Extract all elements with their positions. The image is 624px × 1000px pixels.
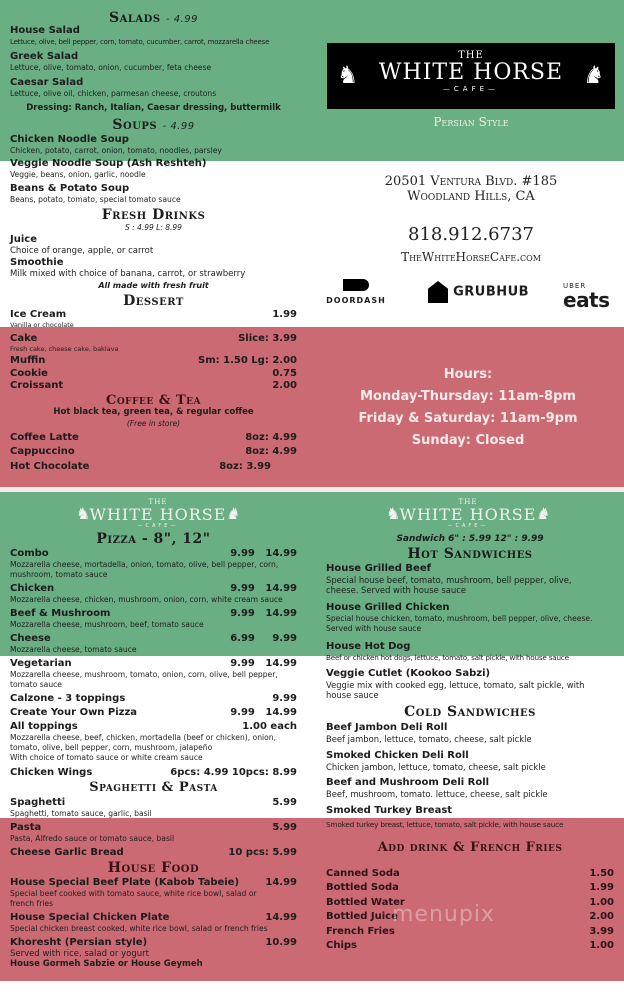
pizza-title: Pizza - 8", 12" — [96, 531, 211, 547]
hours-line: Friday & Saturday: 11am-9pm — [358, 411, 578, 426]
ubereats-icon: UBER — [563, 282, 587, 290]
menu-item: House Grilled Chicken Special house chicken, tomato, mushroom, bell pepper, olive, cheese. Served with house sauce — [326, 602, 593, 633]
coffee-tea-title: Coffee & Tea — [106, 393, 201, 408]
website-link[interactable]: TheWhiteHorseCafe.com — [401, 250, 541, 264]
add-on-row: Bottled Juice 2.00 — [326, 911, 614, 922]
horse-icon: ♞ — [386, 504, 401, 523]
add-ons-title: Add drink & French Fries — [377, 840, 563, 855]
menu-item: Beef & Mushroom 9.99 14.99 Mozzarella cheese, mushroom, beef, tomato sauce — [10, 608, 297, 629]
menu-item: Calzone - 3 toppings 9.99 — [10, 693, 297, 704]
house-food-title: House Food — [107, 860, 200, 876]
hours-title: Hours: — [443, 367, 493, 382]
menu-item: Chicken Noodle Soup Chicken, potato, carrot, onion, tomato, noodles, parsley — [10, 134, 222, 155]
doordash-logo[interactable]: DOORDASH — [326, 279, 386, 305]
mini-logo: ♞ ♞ THE WHITE HORSE —CAFE— — [76, 498, 240, 529]
menu-item: Create Your Own Pizza 9.99 14.99 — [10, 707, 297, 718]
menu-item: Cake Fresh cake, cheese cake, baklava Slice: 3.99 — [10, 333, 297, 353]
menu-item: Greek Salad Lettuce, olive, tomato, onion, cucumber, feta cheese — [10, 51, 212, 72]
salads-title: Salads - 4.99 — [109, 10, 198, 26]
menu-item: Muffin Sm: 1.50 Lg: 2.00 — [10, 355, 297, 366]
menu-item: All toppings 1.00 each Mozzarella cheese, beef, chicken, mortadella (beef or chicken), onion, tomato, olive, bell pepper, corn, mushroom, jalapeño With choice of tomato sauce or white cream sauce — [10, 721, 297, 762]
menu-item: Hot Chocolate 8oz: 3.99 — [10, 461, 271, 472]
menu-item: Smoked Turkey Breast Smoked turkey breast, lettuce, tomato, salt pickle, with house sauce — [326, 805, 564, 829]
hours-line: Monday-Thursday: 11am-8pm — [360, 389, 576, 404]
menu-item: Cheese Garlic Bread 10 pcs: 5.99 — [10, 847, 297, 858]
hours-line: Sunday: Closed — [411, 433, 525, 448]
menu-item: Beans & Potato Soup Beans, potato, tomato, special tomato sauce — [10, 183, 181, 204]
coffee-tea-note: (Free in store) — [126, 419, 181, 428]
address-line2: Woodland Hills, CA — [407, 189, 535, 204]
dressing-note: Dressing: Ranch, Italian, Caesar dressing, buttermilk — [26, 103, 281, 113]
horse-icon: ♞ — [337, 61, 359, 89]
horse-icon: ♞ — [535, 504, 550, 523]
add-on-row: Chips 1.00 — [326, 940, 614, 951]
menu-item: Chicken Wings 6pcs: 4.99 10pcs: 8.99 — [10, 767, 297, 778]
tagline: Persian Style — [433, 115, 509, 129]
add-on-row: Bottled Water 1.00 — [326, 897, 614, 908]
watermark: menupix — [392, 902, 495, 927]
menu-item: House Salad Lettuce, olive, bell pepper, corn, tomato, cucumber, carrot, mozzarella cheese — [10, 25, 270, 46]
menu-item: Croissant 2.00 — [10, 380, 297, 391]
menu-item: Juice Choice of orange, apple, or carrot — [10, 234, 154, 256]
menu-item: Veggie Cutlet (Kookoo Sabzi) Veggie mix with cooked egg, lettuce, tomato, salt pickle, with house sauce — [326, 668, 585, 700]
left-bottom-column — [10, 0, 297, 1000]
menu-item: Vegetarian 9.99 14.99 Mozzarella cheese, mushroom, tomato, onion, corn, olive, bell pepper, tomato sauce — [10, 658, 297, 689]
ubereats-logo[interactable]: UBER eats — [563, 282, 610, 312]
menu-item: Beef Jambon Deli Roll Beef jambon, lettuce, tomato, cheese, salt pickle — [326, 722, 532, 744]
horse-icon: ♞ — [76, 504, 91, 523]
menu-item: Pasta 5.99 Pasta, Alfredo sauce or tomato sauce, basil — [10, 822, 297, 843]
menu-item: House Special Chicken Plate 14.99 Special chicken breast cooked, white rice bowl, salad or french fries — [10, 912, 297, 933]
menu-item: Cappuccino 8oz: 4.99 — [10, 446, 297, 457]
menu-item: Khoresht (Persian style) 10.99 Served with rice, salad or yogurt House Gormeh Sabzie or House Geymeh — [10, 937, 297, 969]
fresh-drinks-sizes: S : 4.99 L: 8.99 — [125, 223, 182, 232]
cold-sandwiches-title: Cold Sandwiches — [404, 704, 536, 720]
grubhub-logo[interactable]: GRUBHUB — [428, 281, 529, 303]
menu-item: Cheese 6.99 9.99 Mozzarella cheese, tomato sauce — [10, 633, 297, 654]
menu-item: Caesar Salad Lettuce, olive oil, chicken, parmesan cheese, croutons — [10, 77, 217, 98]
hot-sandwiches-title: Hot Sandwiches — [407, 546, 533, 562]
menu-item: Smoked Chicken Deli Roll Chicken jambon, lettuce, tomato, cheese, salt pickle — [326, 750, 546, 772]
right-bottom-column — [326, 0, 614, 1000]
menu-item: Beef and Mushroom Deli Roll Beef, mushroom, tomato. lettuce, cheese, salt pickle — [326, 777, 548, 799]
mini-logo: ♞ ♞ THE WHITE HORSE —CAFE— — [386, 498, 550, 529]
menu-item: Ice Cream Vanilla or chocolate 1.99 — [10, 309, 297, 329]
horse-icon: ♞ — [225, 504, 240, 523]
menu-item: Veggie Noodle Soup (Ash Reshteh) Veggie, beans, onion, garlic, noodle — [10, 158, 207, 179]
add-on-row: Bottled Soda 1.99 — [326, 882, 614, 893]
menu-item: House Hot Dog Beef or chicken hot dogs, lettuce, tomato, salt pickle, with house sauce — [326, 641, 569, 662]
dessert-title: Dessert — [123, 293, 184, 309]
phone-number[interactable]: 818.912.6737 — [408, 224, 534, 245]
logo: ♞ ♞ THE WHITE HORSE —CAFE— — [327, 43, 615, 109]
address-line1: 20501 Ventura Blvd. #185 — [384, 174, 558, 189]
menu-item: Cookie 0.75 — [10, 368, 297, 379]
fresh-drinks-title: Fresh Drinks — [101, 207, 206, 223]
fresh-fruit-note: All made with fresh fruit — [98, 281, 209, 290]
horse-icon: ♞ — [583, 61, 605, 89]
add-on-row: French Fries 3.99 — [326, 926, 614, 937]
menu-item: Chicken 9.99 14.99 Mozzarella cheese, chicken, mushroom, onion, corn, white cream sauce — [10, 583, 297, 604]
pasta-title: Spaghetti & Pasta — [89, 780, 218, 795]
menu-item: Combo 9.99 14.99 Mozzarella cheese, mortadella, onion, tomato, olive, bell pepper, corn, mushroom, tomato sauce — [10, 548, 297, 579]
sandwich-sizes: Sandwich 6" : 5.99 12" : 9.99 — [396, 534, 544, 544]
menu-item: House Special Beef Plate (Kabob Tabeie) 14.99 Special beef cooked with tomato sauce, white rice bowl, salad or french fries — [10, 877, 297, 908]
menu-item: House Grilled Beef Special house beef, tomato, mushroom, bell pepper, olive, cheese. Served with house sauce — [326, 563, 572, 595]
menu-item: Spaghetti 5.99 Spaghetti, tomato sauce, garlic, basil — [10, 797, 297, 818]
coffee-tea-subtitle: Hot black tea, green tea, & regular coffee — [53, 407, 254, 417]
add-on-row: Canned Soda 1.50 — [326, 868, 614, 879]
menu-item: Coffee Latte 8oz: 4.99 — [10, 432, 297, 443]
soups-title: Soups - 4.99 — [112, 117, 195, 133]
menu-item: Smoothie Milk mixed with choice of banana, carrot, or strawberry — [10, 257, 246, 279]
